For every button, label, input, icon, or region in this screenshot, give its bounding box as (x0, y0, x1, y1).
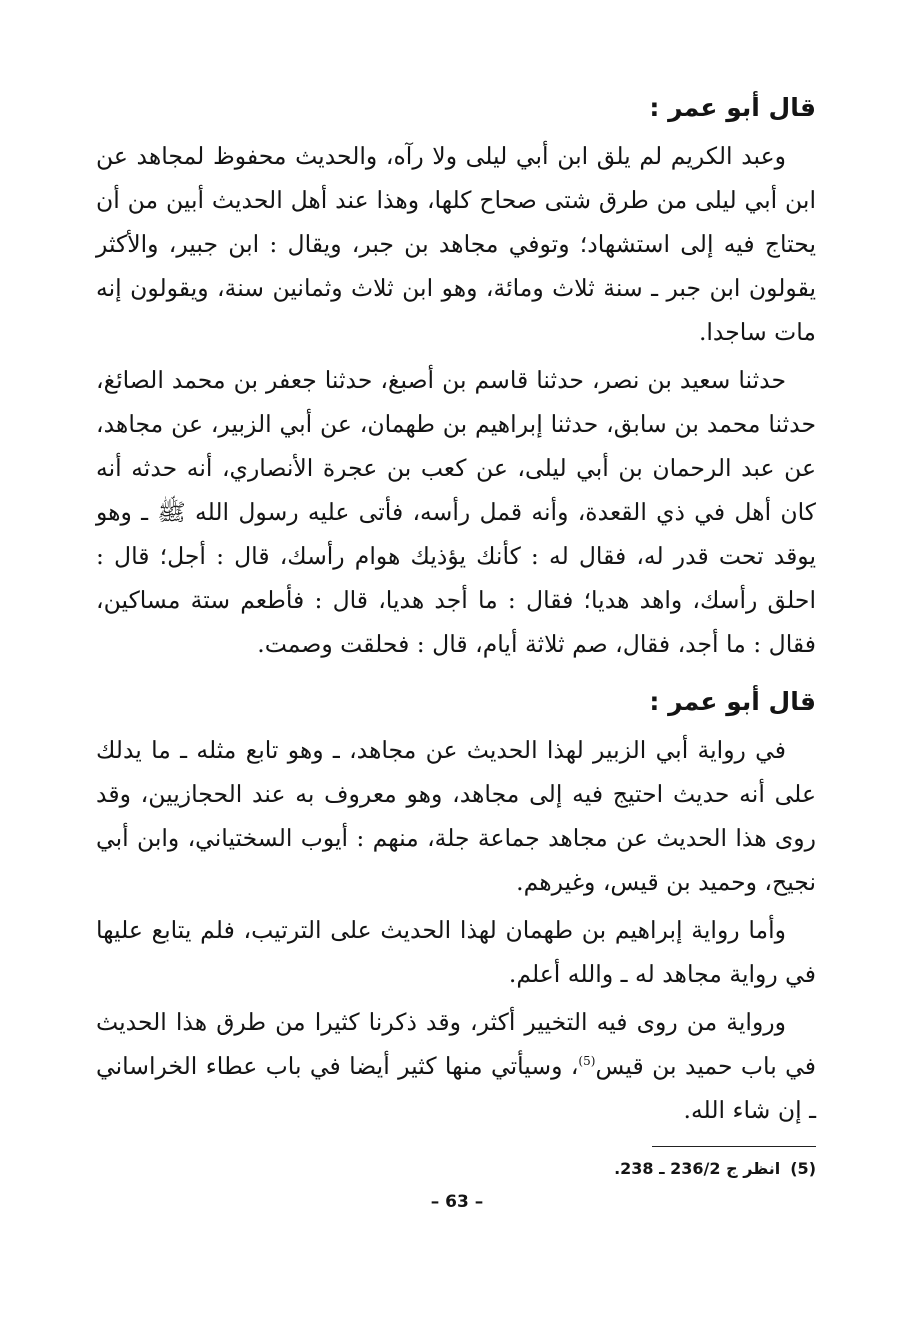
paragraph: حدثنا سعيد بن نصر، حدثنا قاسم بن أصبغ، حدثنا جعفر بن محمد الصائغ، حدثنا محمد بن سابق، حدثنا إبراهيم بن طهمان، عن أبي الزبير، عن مجاهد، عن عبد الرحمان بن أبي ليلى، عن كعب بن عجرة الأنصاري، أنه حدثه أنه كان أهل في ذي القعدة، وأنه قمل رأسه، فأتى عليه رسول الله ﷺ ـ وهو يوقد تحت قدر له، فقال له : كأنك يؤذيك هوام رأسك، قال : أجل؛ قال : احلق رأسك، واهد هديا؛ فقال : ما أجد هديا، قال : فأطعم ستة مساكين، فقال : ما أجد، فقال، صم ثلاثة أيام، قال : فحلقت وصمت. (96, 366, 816, 658)
paragraph-text: ، وسيأتي منها كثير أيضا في باب عطاء الخراساني ـ إن شاء الله. (96, 1052, 816, 1124)
footnote-text: انظر ج 236/2 ـ 238. (614, 1159, 781, 1178)
paragraph: وأما رواية إبراهيم بن طهمان لهذا الحديث على الترتيب، فلم يتابع عليها في رواية مجاهد له ـ والله أعلم. (96, 916, 816, 988)
paragraph-with-footnote-ref (96, 1000, 816, 1132)
footnote (96, 1155, 816, 1183)
page-number: – 63 – (430, 1192, 484, 1212)
footnote-number: (5) (790, 1159, 816, 1178)
paragraph: وعبد الكريم لم يلق ابن أبي ليلى ولا رآه، والحديث محفوظ لمجاهد عن ابن أبي ليلى من طرق شتى صحاح كلها، وهذا عند أهل الحديث أبين من أن يحتاج فيه إلى استشهاد؛ وتوفي مجاهد بن جبر، ويقال : ابن جبير، والأكثر يقولون ابن جبر ـ سنة ثلاث ومائة، وهو ابن ثلاث وثمانين سنة، ويقولون إنه مات ساجدا. (96, 142, 816, 346)
footnote-divider (652, 1146, 816, 1147)
section-heading: قال أبو عمر : (649, 93, 816, 122)
paragraph-text: ورواية من روى فيه التخيير أكثر، وقد ذكرنا كثيرا من طرق هذا الحديث في باب حميد بن قيس (96, 1008, 816, 1080)
page-body (96, 86, 816, 1183)
section-heading: قال أبو عمر : (649, 687, 816, 716)
paragraph: في رواية أبي الزبير لهذا الحديث عن مجاهد، ـ وهو تابع مثله ـ ما يدلك على أنه حديث احتيج فيه إلى مجاهد، وهو معروف به عند الحجازيين، وقد روى هذا الحديث عن مجاهد جماعة جلة، منهم : أيوب السختياني، وابن أبي نجيح، وحميد بن قيس، وغيرهم. (96, 736, 816, 896)
footnote-reference[interactable]: (5) (578, 1054, 596, 1069)
